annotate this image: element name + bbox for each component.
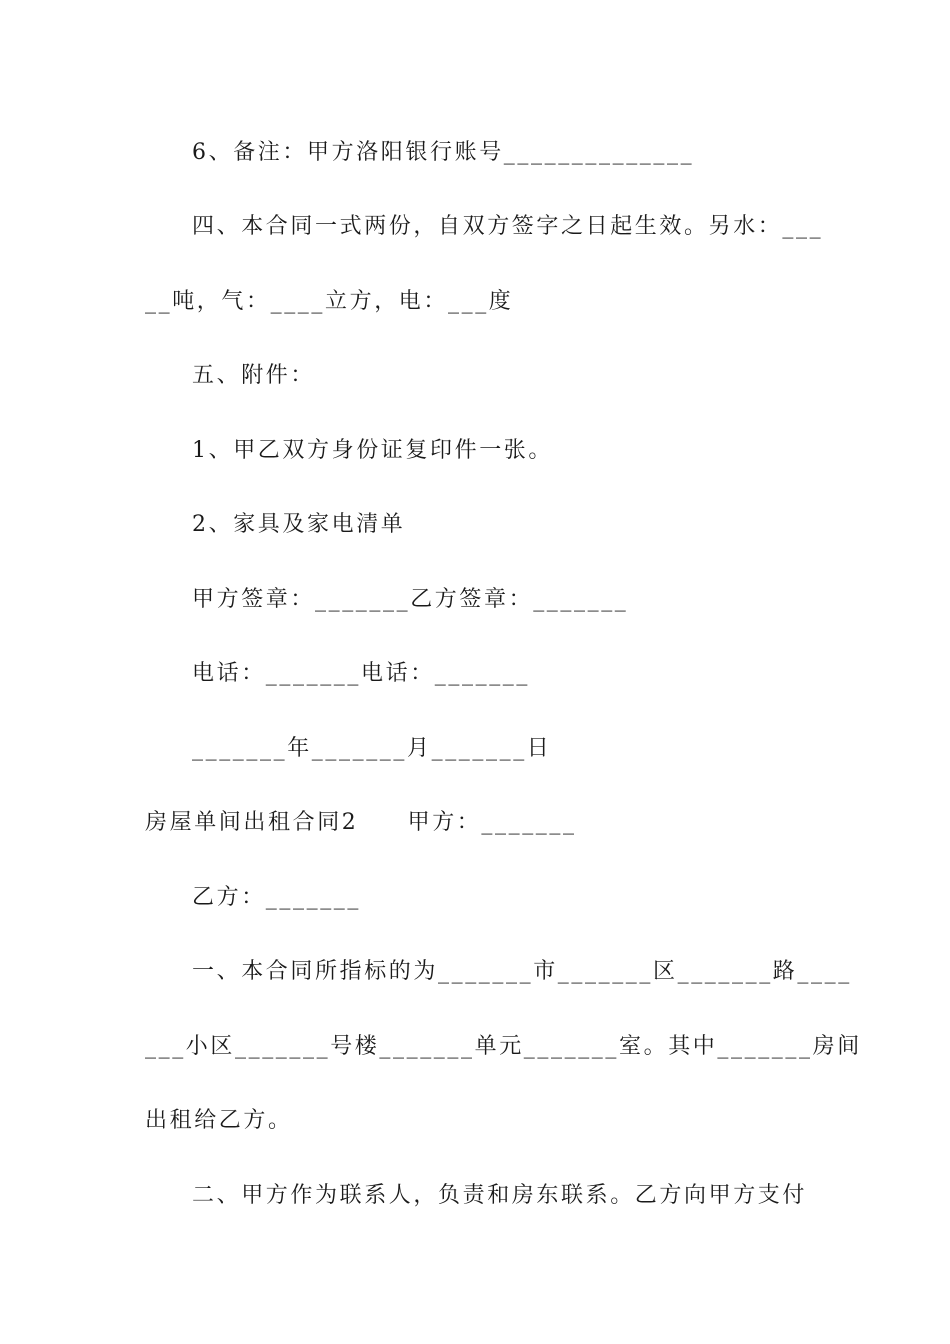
signature-line: 甲方签章：_______乙方签章：_______ [192,587,629,612]
clause-one-continued-line: ___小区_______号楼_______单元_______室。其中_______房间 [145,1034,862,1059]
utilities-line: __吨，气：____立方，电：___度 [145,289,514,314]
remark-bank-account-line: 6、备注：甲方洛阳银行账号______________ [192,140,695,165]
clause-one-line: 一、本合同所指标的为_______市_______区_______路____ [192,959,852,984]
clause-five-heading: 五、附件： [192,363,316,388]
clause-four-line: 四、本合同一式两份，自双方签字之日起生效。另水：___ [192,214,824,239]
date-line: _______年_______月_______日 [192,736,552,761]
attachment-item-2: 2、家具及家电清单 [192,512,406,537]
clause-one-end-line: 出租给乙方。 [145,1108,293,1133]
phone-line: 电话：_______电话：_______ [192,661,531,686]
contract-2-title-line: 房屋单间出租合同2 甲方：_______ [145,810,577,835]
attachment-item-1: 1、甲乙双方身份证复印件一张。 [192,438,553,463]
clause-two-line: 二、甲方作为联系人，负责和房东联系。乙方向甲方支付 [192,1183,808,1208]
party-b-line: 乙方：_______ [192,885,362,910]
